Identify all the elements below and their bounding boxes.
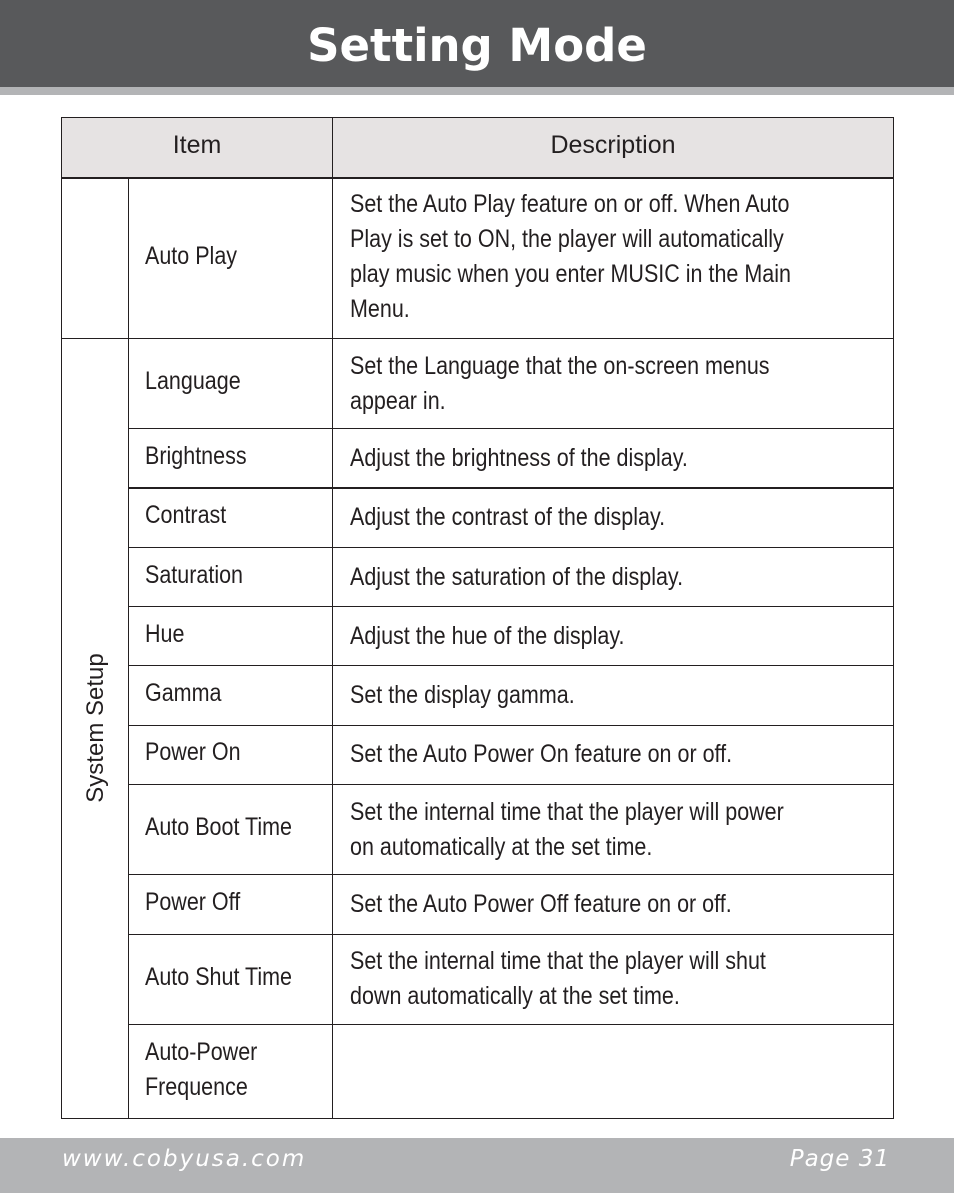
- row-divider: [129, 487, 893, 489]
- item-contrast: Contrast: [145, 501, 227, 529]
- item-saturation: Saturation: [145, 561, 244, 589]
- item-hue: Hue: [145, 620, 185, 648]
- page-title: Setting Mode: [307, 19, 647, 72]
- desc-auto-play: Set the Auto Play feature on or off. When Auto Play is set to ON, the player will automatically play music when you enter MUSIC in the Main Menu.: [350, 190, 791, 323]
- column-divider-description: [332, 118, 333, 1118]
- header-description: Description: [550, 131, 676, 159]
- desc-gamma: Set the display gamma.: [350, 681, 575, 709]
- row-divider: [129, 874, 893, 875]
- row-divider: [129, 606, 893, 607]
- desc-language: Set the Language that the on-screen menus appear in.: [350, 352, 770, 415]
- row-divider: [129, 1024, 893, 1025]
- desc-auto-shut-time: Set the internal time that the player will shut down automatically at the set time.: [350, 947, 766, 1010]
- row-divider: [129, 934, 893, 935]
- item-power-on: Power On: [145, 738, 241, 766]
- footer-website-link[interactable]: www.cobyusa.com: [62, 1146, 307, 1172]
- row-divider: [129, 665, 893, 666]
- row-divider: [62, 177, 893, 179]
- item-auto-boot-time: Auto Boot Time: [145, 813, 293, 841]
- row-divider: [129, 725, 893, 726]
- item-power-off: Power Off: [145, 888, 241, 916]
- header-item: Item: [172, 131, 222, 159]
- item-auto-shut-time: Auto Shut Time: [145, 963, 293, 991]
- item-language: Language: [145, 367, 241, 395]
- column-divider-group: [128, 177, 129, 1118]
- row-divider: [129, 428, 893, 429]
- footer-page-number: Page 31: [789, 1146, 890, 1172]
- desc-contrast: Adjust the contrast of the display.: [350, 503, 666, 531]
- row-divider: [129, 784, 893, 785]
- desc-hue: Adjust the hue of the display.: [350, 622, 625, 650]
- desc-brightness: Adjust the brightness of the display.: [350, 444, 688, 472]
- item-auto-power-frequence: Auto-Power Frequence: [145, 1038, 258, 1101]
- row-divider: [129, 547, 893, 548]
- row-divider: [62, 338, 893, 339]
- desc-power-on: Set the Auto Power On feature on or off.: [350, 740, 733, 768]
- item-brightness: Brightness: [145, 442, 247, 470]
- desc-power-off: Set the Auto Power Off feature on or off.: [350, 890, 732, 918]
- item-gamma: Gamma: [145, 679, 222, 707]
- desc-saturation: Adjust the saturation of the display.: [350, 563, 684, 591]
- desc-auto-boot-time: Set the internal time that the player will power on automatically at the set time.: [350, 798, 784, 861]
- group-label-system-setup: System Setup: [82, 653, 109, 803]
- item-auto-play: Auto Play: [145, 242, 238, 270]
